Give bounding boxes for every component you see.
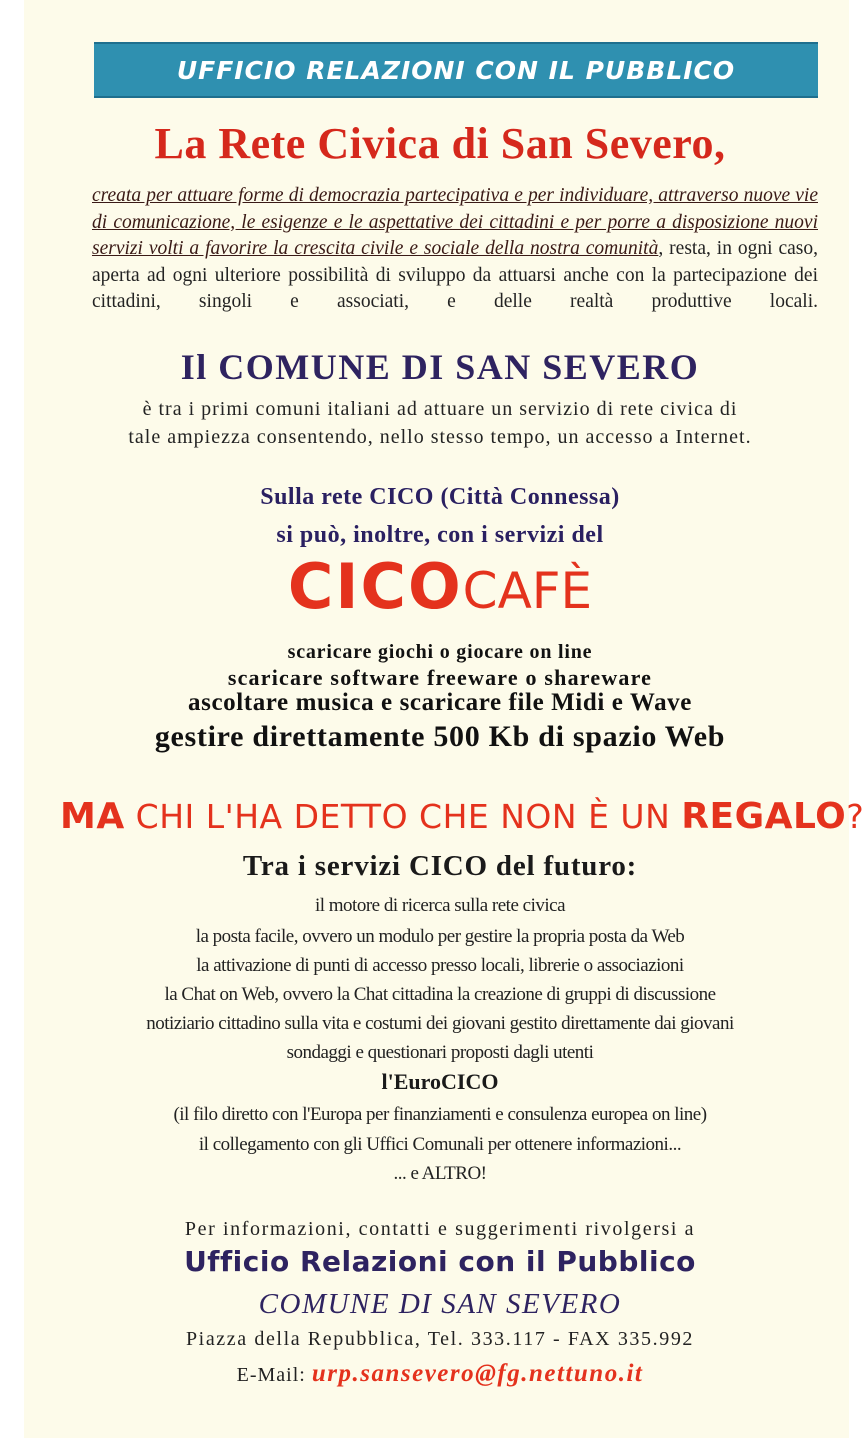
comune-text-line-2: tale ampiezza consentendo, nello stesso tempo, un accesso a Internet. xyxy=(128,426,752,448)
future-service-1: il motore di ricerca sulla rete civica xyxy=(314,895,566,916)
cico-intro-line-1: Sulla rete CICO (Città Connessa) xyxy=(260,484,620,510)
eurocico-line-3: ... e ALTRO! xyxy=(393,1163,487,1184)
comune-name: COMUNE DI SAN SEVERO xyxy=(258,1288,622,1320)
future-service-2: la posta facile, ovvero un modulo per gestire la propria posta da Web xyxy=(195,926,685,947)
contact-intro: Per informazioni, contatti e suggerimenti rivolgersi a xyxy=(184,1218,696,1240)
cico-logo-main: CICO xyxy=(287,550,463,623)
intro-regular-text: , resta, in ogni caso, aperta ad ogni ulteriore possibilità di sviluppo da attuarsi anche con la partecipazione dei cittadini, singoli e associati, e delle realtà produttive locali. xyxy=(92,238,819,313)
eurocico-line-1: (il filo diretto con l'Europa per finanziamenti e consulenza europea on line) xyxy=(173,1104,707,1125)
cafe-service-4: gestire direttamente 500 Kb di spazio Web xyxy=(154,720,726,753)
eurocico-line-2: il collegamento con gli Uffici Comunali per ottenere informazioni... xyxy=(198,1134,682,1155)
slogan-end: ? xyxy=(846,797,864,836)
slogan xyxy=(60,796,864,837)
slogan-regalo: REGALO xyxy=(681,796,847,837)
future-service-6: sondaggi e questionari proposti dagli utenti xyxy=(286,1042,594,1063)
slogan-ma: MA xyxy=(60,796,125,837)
office-name: Ufficio Relazioni con il Pubblico xyxy=(184,1245,696,1278)
slogan-middle: CHI L'HA DETTO CHE NON È UN xyxy=(124,797,682,836)
comune-text-line-1: è tra i primi comuni italiani ad attuare un servizio di rete civica di xyxy=(142,398,738,420)
office-banner: UFFICIO RELAZIONI CON IL PUBBLICO xyxy=(94,42,818,98)
cafe-service-1: scaricare giochi o giocare on line xyxy=(287,641,593,663)
future-service-3: la attivazione di punti di accesso presso locali, librerie o associazioni xyxy=(196,955,684,976)
future-heading: Tra i servizi CICO del futuro: xyxy=(242,850,638,882)
email-line xyxy=(60,1360,820,1388)
cafe-service-2: scaricare software freeware o shareware xyxy=(227,665,653,690)
intro-paragraph xyxy=(92,183,818,316)
address-line: Piazza della Repubblica, Tel. 333.117 - FAX 335.992 xyxy=(185,1328,695,1350)
eurocico-heading: l'EuroCICO xyxy=(381,1069,499,1094)
intro-italic-text: creata per attuare forme di democrazia partecipativa e per individuare, attraverso nuove vie di comunicazione, le esigenze e le aspettative dei cittadini e per porre a disposizione nuovi servizi volti a favorire la crescita civile e sociale della nostra comunità xyxy=(92,185,818,260)
cico-intro-line-2: si può, inoltre, con i servizi del xyxy=(276,522,604,548)
future-service-5: notiziario cittadino sulla vita e costumi dei giovani gestito direttamente dai giovani xyxy=(146,1013,734,1034)
comune-heading: Il COMUNE DI SAN SEVERO xyxy=(180,347,700,387)
cafe-service-3: ascoltare musica e scaricare file Midi e Wave xyxy=(188,689,692,716)
email-address[interactable]: urp.sansevero@fg.nettuno.it xyxy=(311,1360,644,1387)
email-label: E-Mail: xyxy=(236,1364,312,1386)
cico-logo-suffix: CAFÈ xyxy=(462,562,593,620)
cico-cafe-logo xyxy=(60,550,820,623)
future-service-4: la Chat on Web, ovvero la Chat cittadina la creazione di gruppi di discussione xyxy=(164,984,716,1005)
main-title: La Rete Civica di San Severo, xyxy=(154,119,726,168)
